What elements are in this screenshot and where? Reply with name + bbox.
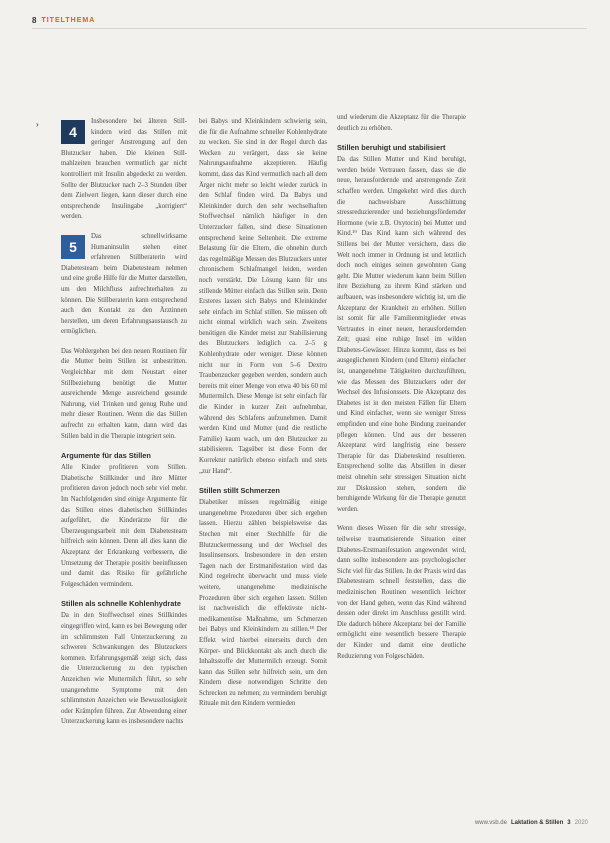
paragraph: Da das Stillen Mutter und Kind beruhigt, werden beide Vertrauen fassen, dass sie die neue, herausfordernde und anstrengende Zeit schaffen werden. Umgekehrt wird dies durch die nachweisbare Ausschüttung stressreduzierender und beziehungsfördernder Hormone (wie z.B. Oxytocin) bei Mutter und Kind.¹⁹ Das Kind kann sich während des Stillens bei der Mutter versichern, dass die Welt noch immer in Ordnung ist und letztlich doch noch einiges seinen gewohnten Gang geht. Die Mutter wiederum kann beim Stillen ihre Beziehung zu ihrem Kind stärken und aufbauen, was insbesondere wichtig ist, um die Akzeptanz der Krankheit zu erhöhen. Stillen ist somit für alle Familienmitglieder etwas Vertrautes in einer neuen, herausfordernden Zeit; quasi eine ruhige Insel im wilden Diabetes-Gewässer. Hinzu kommt, dass es bei ausgeglichenen Kindern (und Eltern) einfacher ist, unangenehme Tätigkeiten durchzuführen, wie das Messen des Blutzuckers oder der Wechsel des Infusionssets. Die Akzeptanz des Diabetes ist in den meisten Fällen für Eltern und Kind einfacher, wenn sie weniger Stress empfinden und eine hohe Bindung zueinander pflegen können. Und aus der besseren Akzeptanz wird langfristig eine bessere Therapie für das Diabeteskind resultieren. Entsprechend sollte das Abstillen in dieser meist ohnehin sehr stressigen Situation nicht zur Diskussion stehen, sondern die beruhigende Wirkung für die Therapie genutzt werden. <box>337 156 466 513</box>
footer-year: 2020 <box>574 820 588 826</box>
footer-magazine: Laktation & Stillen <box>510 820 564 826</box>
paragraph-point-4 <box>61 117 187 223</box>
subheading-carbohydrates: Stillen als schnelle Kohlenhydrate <box>61 599 181 609</box>
paragraph: Diabetiker müssen regelmäßig einige unangenehme Prozeduren über sich ergehen lassen. Hierzu zählen beispielsweise das Stechen mit einer Stechhilfe für die Blutzuckermessung und der Wechsel des Insulinsensors. Insbesondere in den ersten Tagen nach der Erstmanifestation wird das Kind regelrecht überwacht und muss viele weitere, unangenehme medizinische Prozeduren über sich ergehen lassen. Stillen ist nachweislich die effektivste nicht-medikamentöse Maßnahme, um Schmerzen bei Babys und Kleinkindern zu stillen.¹⁸ Der Effekt wird hierbei einerseits durch den Körper- und Blickkontakt als auch durch die Inhaltsstoffe der Muttermilch erzeugt. Somit kann das Stillen sehr hilfreich sein, um den Kindern diese notwendigen Schritte den Schrecken zu nehmen; zu vermindern beruhigt Rituale mit den Kindern vermieden <box>199 499 327 708</box>
footer-website: www.vsb.de <box>474 820 507 826</box>
page-header <box>32 14 95 26</box>
continuation-marker: › <box>36 120 39 129</box>
text-column-2 <box>199 117 327 719</box>
text-column-1 <box>61 117 187 737</box>
footer-issue: 3 <box>567 820 571 826</box>
paragraph-point-5 <box>61 232 187 338</box>
number-box-4: 4 <box>61 120 85 144</box>
subheading-pain: Stillen stillt Schmerzen <box>199 486 280 496</box>
page-number: 8 <box>32 15 37 25</box>
page-footer <box>475 820 588 826</box>
paragraph: Wenn dieses Wissen für die sehr stressige, teilweise traumatisierende Situation einer Diabetes-Erstmanifestation angewendet wird, dann sollte insbesondere aus psychologischer Sicht viel für das Stillen. In der Praxis wird das Diabetesteam schnell feststellen, dass die medizinischen Routinen wesentlich leichter von der Hand gehen, wenn das Kind während dessen oder direkt im Anschluss gestillt wird. Die dadurch höhere Akzeptanz bei der Familie ermöglicht eine wesentlich bessere Therapie der Kinder und damit eine deutliche Reduzierung von Folgeschäden. <box>337 525 466 660</box>
point-4-text: Insbesondere bei älteren Still-kindern wird das Stillen mit geringer Anstrengung auf den Blutzucker haben. Die kleinen Still-mahlzeiten brauchen vermutlich gar nicht kontrolliert mit Insulin abgedeckt zu werden. Sollte der Blutzucker nach 2–3 Stunden über dem Zielwert liegen, kann dieser durch eine entsprechende Insulingabe „korrigiert“ werden. <box>61 118 187 221</box>
paragraph: und wiederum die Akzeptanz für die Therapie deutlich zu erhöhen. <box>337 114 466 132</box>
paragraph: Alle Kinder profitieren vom Stillen. Diabetische Stillkinder und ihre Mütter profitieren davon jedoch noch sehr viel mehr. Im Nachfolgenden sind einige Argumente für das Stillen eines diabetischen Stillkindes aufgeführt, die Kinderärzte für die Überzeugungsarbeit mit dem Diabetesteam hilfreich sein können. Denn all dies kann die Akzeptanz der Erkrankung verbessern, die Umsetzung der Therapie positiv beeinflussen und damit das Risiko für gefährliche Folgeschäden vermindern. <box>61 464 187 588</box>
subheading-calm: Stillen beruhigt und stabilisiert <box>337 143 446 153</box>
paragraph: bei Babys und Kleinkindern schwierig sein, die für die Aufnahme schneller Kohlenhydrate zu wecken. Sie sind in der Regel durch das Wecken zu verärgert, dass sie keine Nahrungsaufnahme akzeptieren. Häufig kommt, dass das Kind vermutlich nach all dem Ärger nicht mehr so leicht wieder zurück in den Schlaf finden wird. Da Babys und Kleinkinder durch den sehr wechselhaften Stoffwechsel nämlich häufiger in den Unterzucker fallen, sind diese Situationen entsprechend keine Seltenheit. Die extreme Belastung für die Eltern, die ohnehin durch das regelmäßige Messen des Blutzuckers unter chronischem Schlafmangel leiden, werden noch verstärkt. Die Lösung kann für uns stillende Mütter einfach das Stillen sein. Denn Ersteres lassen sich Babys und Kleinkinder sehr einfach im Schlaf stillen. Sie müssen oft nicht einmal wirklich wach sein. Zweitens benötigen die Kinder meist zur Stabilisierung des Blutzuckers lediglich ca. 2–5 g Kohlenhydrate oder weniger. Diese können nicht nur in Form von 5–6 Dextro Traubenzucker gegeben werden, sondern auch bereits mit einer Menge von etwa 40 bis 60 ml Muttermilch. Diese Menge ist sehr einfach für die Kinder in kurzer Zeit aufnehmbar, während des Schlafens aufzunehmen. Damit werden Kind und Mutter (und die restliche Familie) kaum wach, um den Blutzucker zu stabilisieren. Tagsüber ist diese Form der Korrektur natürlich ebenso einfach und stets „zur Hand“. <box>199 118 327 475</box>
point-5-text: Das schnellwirksame Humaninsulin stehen einer erfahrenen Stillberaterin wird Diabetesteam beim Diabetesteam nehmen und eine große Hilfe für die Mutter darstellen, um den Milchfluss aufrechterhalten zu können. Die Stillberaterin kann entsprechend auch den Kontakt zu den Ärztinnen herstellen, um deren Erfahrungsaustausch zu ermöglichen. <box>61 232 187 336</box>
text-column-3 <box>337 113 466 671</box>
paragraph: Das Wohlergehen bei den neuen Routinen für die Mutter beim Stillen ist unbestritten. Vergleichbar mit dem Neustart einer Stillbeziehung benötigt die Mutter ausreichende Menge ausreichend gesunde Nahrung, viel Trinken und genug Ruhe und mehr dieser Routinen. Wenn die das Stillen aufrecht zu erhalten kann, dann wird das Stillen bald in die Therapie integriert sein. <box>61 347 187 440</box>
paragraph: Da in den Stoffwechsel eines Stillkindes eingegriffen wird, kann es bei Bewegung oder im schlimmsten Fall Unterzuckerung zu schweren Schwankungen des Blutzuckers kommen. Erfahrungsgemäß zeigt sich, dass die Unterzuckerung zu den typischen Anzeichen wie Muttermilch führt, so sehr unangenehme Symptome mit den schlimmsten Anzeichen wie Bewusstlosigkeit oder Krämpfen führen. Zur Abwendung einer Unterzuckerung kann es insbesondere nachts <box>61 612 187 726</box>
subheading-arguments: Argumente für das Stillen <box>61 451 151 461</box>
header-rule <box>32 28 587 29</box>
section-title: TITELTHEMA <box>41 16 96 24</box>
number-box-5: 5 <box>61 235 85 259</box>
